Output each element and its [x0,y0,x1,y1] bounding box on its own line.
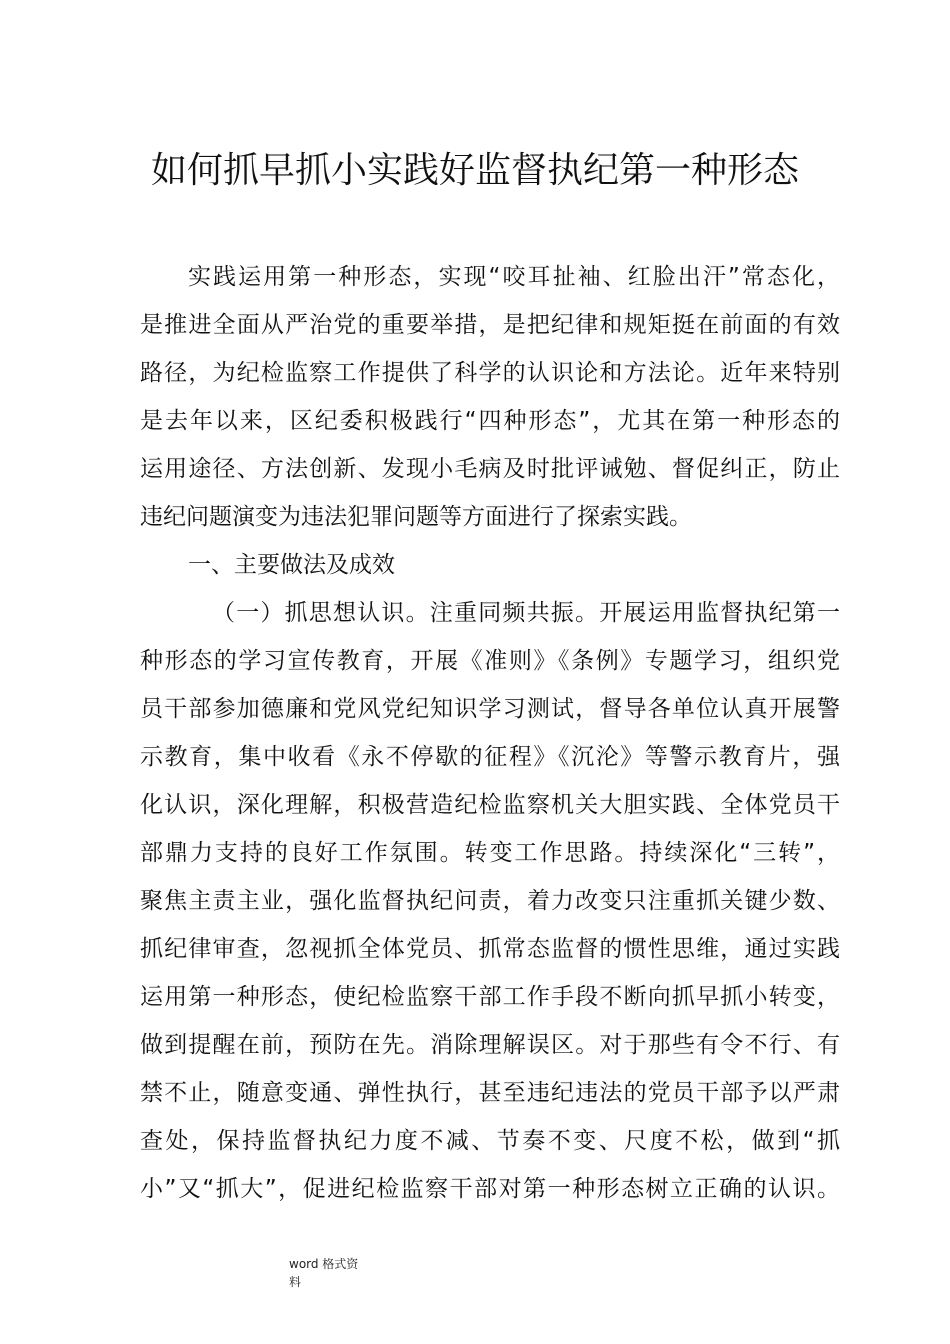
document-title: 如何抓早抓小实践好监督执纪第一种形态 [150,150,799,191]
section-heading: 一、主要做法及成效 [188,552,395,578]
body-line: 种形态的学习宣传教育，开展《准则》《条例》专题学习，组织党 [140,648,840,674]
body-line: 聚焦主责主业，强化监督执纪问责，着力改变只注重抓关键少数、 [140,888,840,914]
body-line: 实践运用第一种形态，实现“咬耳扯袖、红脸出汗”常态化， [188,264,840,290]
footer-text-line2: 料 [289,1275,302,1289]
body-line: 员干部参加德廉和党风党纪知识学习测试，督导各单位认真开展警 [140,696,840,722]
footer-text-line1: word 格式资 [289,1257,359,1271]
body-line: 小”又“抓大”，促进纪检监察干部对第一种形态树立正确的认识。 [140,1176,840,1202]
document-body [140,253,840,1213]
body-line: 禁不止，随意变通、弹性执行，甚至违纪违法的党员干部予以严肃 [140,1080,840,1106]
subsection-line: （一）抓思想认识。注重同频共振。开展运用监督执纪第一 [212,600,840,626]
body-line: 是去年以来，区纪委积极践行“四种形态”，尤其在第一种形态的 [140,408,840,434]
body-line: 部鼎力支持的良好工作氛围。转变工作思路。持续深化“三转”， [140,840,840,866]
body-line: 运用途径、方法创新、发现小毛病及时批评诫勉、督促纠正，防止 [140,456,840,482]
body-line: 抓纪律审查，忽视抓全体党员、抓常态监督的惯性思维，通过实践 [140,936,840,962]
body-line: 查处，保持监督执纪力度不减、节奏不变、尺度不松，做到“抓 [140,1128,840,1154]
body-line: 示教育，集中收看《永不停歇的征程》《沉沦》等警示教育片，强 [140,744,840,770]
body-line: 做到提醒在前，预防在先。消除理解误区。对于那些有令不行、有 [140,1032,840,1058]
body-line: 化认识，深化理解，积极营造纪检监察机关大胆实践、全体党员干 [140,792,840,818]
body-line: 运用第一种形态，使纪检监察干部工作手段不断向抓早抓小转变， [140,984,840,1010]
page-footer [289,1255,389,1291]
body-line: 路径，为纪检监察工作提供了科学的认识论和方法论。近年来特别 [140,360,840,386]
body-line: 是推进全面从严治党的重要举措，是把纪律和规矩挺在前面的有效 [140,312,840,338]
body-line: 违纪问题演变为违法犯罪问题等方面进行了探索实践。 [140,504,692,530]
